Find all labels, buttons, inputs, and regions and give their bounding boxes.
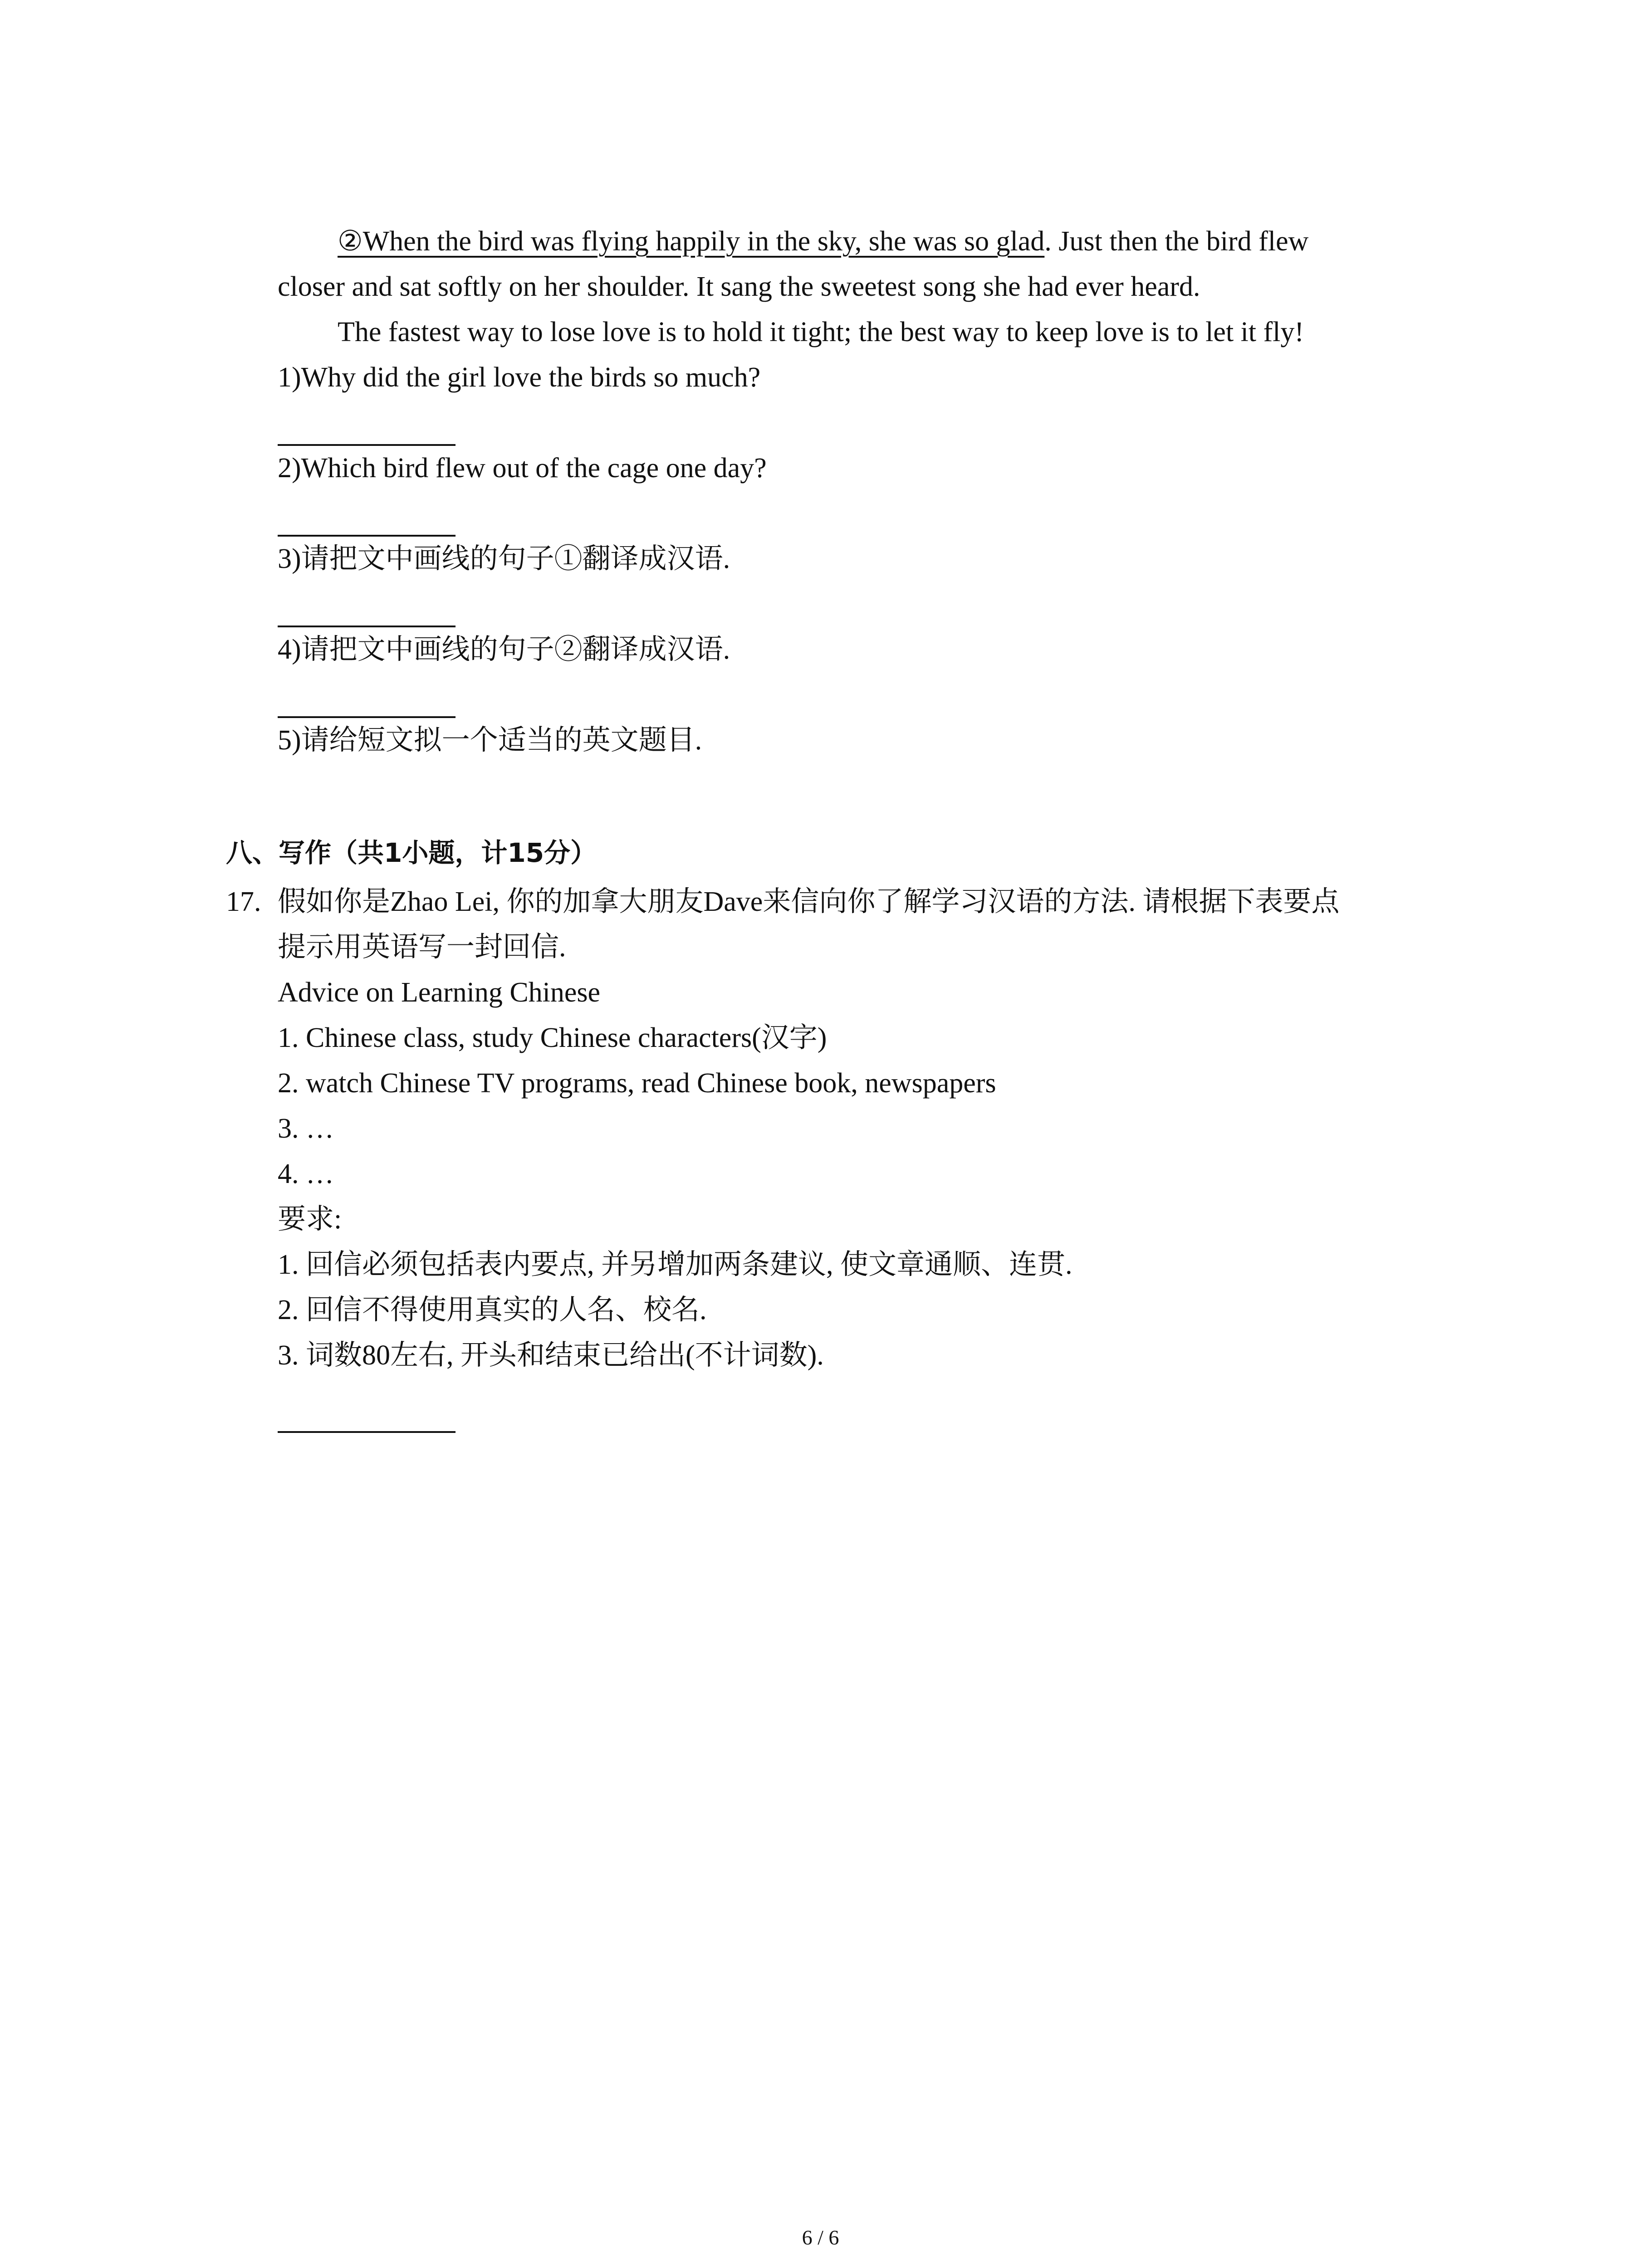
underlined-sentence-2: ②When the bird was flying happily in the sky, she was so glad	[338, 226, 1045, 257]
advice-point-1: 1. Chinese class, study Chinese characters(汉字)	[278, 1022, 827, 1053]
advice-point-4: 4. …	[278, 1158, 334, 1189]
passage-paragraph-line-2: closer and sat softly on her shoulder. It sang the sweetest song she had ever heard.	[278, 271, 1200, 302]
page-number: 6 / 6	[802, 2226, 839, 2249]
question-4: 4)请把文中画线的句子②翻译成汉语.	[278, 634, 730, 665]
section-heading: 八、写作（共1小题，计15分）	[226, 837, 597, 868]
writing-answer-blank[interactable]	[278, 1431, 456, 1433]
question-3: 3)请把文中画线的句子①翻译成汉语.	[278, 543, 730, 574]
advice-point-2: 2. watch Chinese TV programs, read Chinese book, newspapers	[278, 1068, 996, 1099]
advice-point-3: 3. …	[278, 1113, 334, 1144]
question-5: 5)请给短文拟一个适当的英文题目.	[278, 725, 702, 756]
advice-table-title: Advice on Learning Chinese	[278, 977, 601, 1008]
passage-closing-line: The fastest way to lose love is to hold it tight; the best way to keep love is to let it fly!	[338, 317, 1304, 347]
writing-prompt-line-2: 提示用英语写一封回信.	[278, 932, 566, 963]
answer-blank-1[interactable]	[278, 444, 456, 446]
passage-text: . Just then the bird flew	[1044, 226, 1309, 257]
answer-blank-4[interactable]	[278, 716, 456, 718]
passage-paragraph-line-1	[338, 224, 1308, 259]
question-1: 1)Why did the girl love the birds so much?	[278, 362, 761, 393]
answer-blank-2[interactable]	[278, 535, 456, 537]
answer-blank-3[interactable]	[278, 626, 456, 627]
requirements-label: 要求:	[278, 1204, 342, 1235]
question-2: 2)Which bird flew out of the cage one day?	[278, 453, 767, 484]
requirement-2: 2. 回信不得使用真实的人名、校名.	[278, 1295, 707, 1325]
requirement-3: 3. 词数80左右, 开头和结束已给出(不计词数).	[278, 1340, 824, 1371]
question-number-17: 17.	[226, 886, 261, 917]
requirement-1: 1. 回信必须包括表内要点, 并另增加两条建议, 使文章通顺、连贯.	[278, 1249, 1073, 1280]
writing-prompt-line-1: 假如你是Zhao Lei, 你的加拿大朋友Dave来信向你了解学习汉语的方法. 请根据下表要点	[278, 886, 1340, 917]
